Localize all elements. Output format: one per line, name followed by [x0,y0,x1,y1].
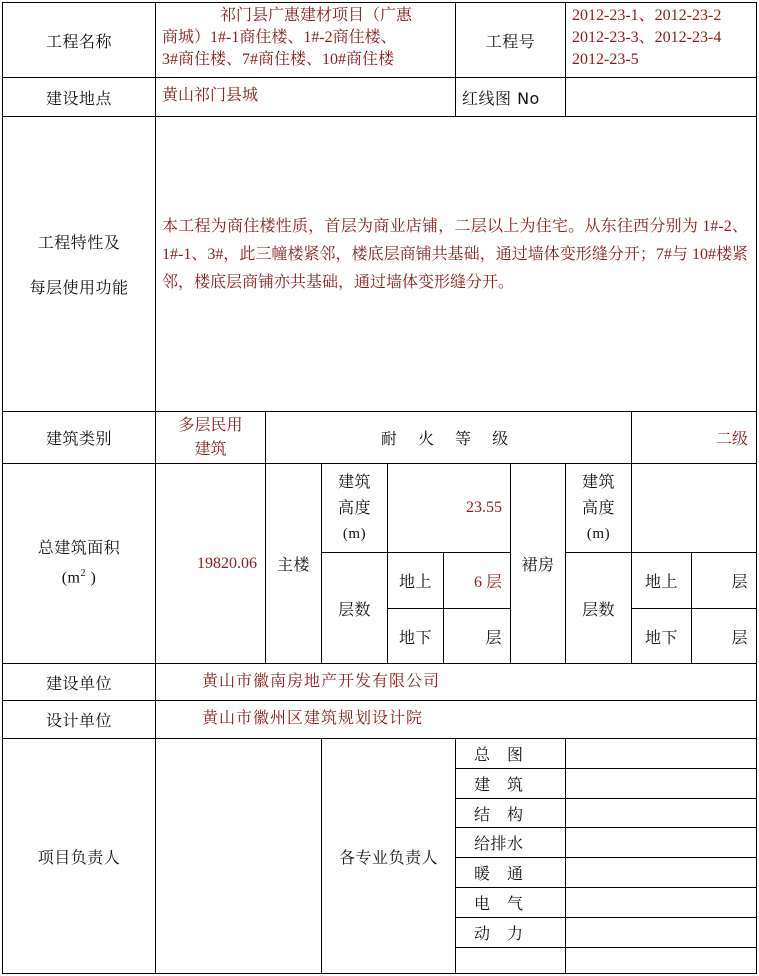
main-below-label: 地下 [387,608,444,664]
total-area-unit [62,561,97,591]
characteristics-text: 本工程为商住楼性质，首层为商业店铺，二层以上为住宅。从东往西分别为 1#-2、1#-1、3#，此三幢楼紧邻，楼底层商铺共基础，通过墙体变形缝分开；7#与 10#楼紧邻，楼底层商铺亦共基础，通过墙体变形缝分开。 [155,116,757,412]
project-name-line-3: 3#商住楼、7#商住楼、10#商住楼 [162,51,395,68]
building-class-line-1: 多层民用 [178,416,243,434]
discipline-architecture-value [565,768,757,799]
discipline-general: 总 图 [455,738,566,769]
main-below-value: 层 [443,608,511,664]
main-height-line-1: 建筑 [337,472,371,491]
annex-floors-label: 层数 [565,552,632,664]
total-area-value: 19820.06 [155,463,266,664]
discipline-extra-row [455,947,566,974]
project-name-line-1: 祁门县广惠建材项目（广惠 [220,7,413,24]
designer-value: 黄山市徽州区建筑规划设计院 [155,700,757,739]
annex-below-label: 地下 [631,608,692,664]
redline-label: 红线图 No [455,77,566,117]
fire-rating-value: 二级 [631,411,757,464]
project-no-line-3: 2012-23-5 [572,51,639,68]
discipline-leads-label: 各专业负责人 [321,738,456,974]
total-area-unit-prefix: (m [61,569,81,587]
discipline-electrical: 电 气 [455,887,566,918]
redline-value [565,77,757,117]
characteristics-label-line-2: 每层使用功能 [29,278,129,297]
main-height-label [321,463,388,553]
building-class-value [155,411,266,464]
discipline-structure-value [565,798,757,828]
main-above-value: 6 层 [443,552,511,609]
characteristics-label-line-1: 工程特性及 [37,233,121,252]
developer-value: 黄山市徽南房地产开发有限公司 [155,663,757,701]
discipline-general-value [565,738,757,769]
discipline-structure: 结 构 [455,798,566,828]
annex-above-value: 层 [691,552,757,609]
annex-height-value [631,463,757,553]
annex-height-line-2: 高度 [581,498,615,517]
discipline-hvac: 暖 通 [455,857,566,888]
project-lead-value [155,738,322,974]
project-lead-label: 项目负责人 [2,738,156,974]
location-value: 黄山祁门县城 [155,77,456,117]
main-height-value: 23.55 [387,463,511,553]
total-area-label-line-1: 总建筑面积 [37,538,121,558]
building-class-line-2: 建筑 [194,440,227,458]
main-floors-label: 层数 [321,552,388,664]
total-area-label [2,463,156,664]
main-building-label: 主楼 [265,463,322,664]
discipline-power-value [565,917,757,948]
location-label: 建设地点 [2,77,156,117]
main-height-line-3: (m) [342,526,367,542]
annex-label: 裙房 [510,463,566,664]
project-no-line-1: 2012-23-1、2012-23-2 [572,7,722,24]
building-class-label: 建筑类别 [2,411,156,464]
project-no-value [565,2,757,78]
total-area-unit-suffix: ) [85,569,97,587]
developer-label: 建设单位 [2,663,156,701]
annex-height-label [565,463,632,553]
project-name-value [155,2,456,78]
designer-label: 设计单位 [2,700,156,739]
project-no-label: 工程号 [455,2,566,78]
project-name-label: 工程名称 [2,2,156,78]
main-above-label: 地上 [387,552,444,609]
annex-height-line-1: 建筑 [581,472,615,491]
project-info-form [2,2,757,974]
discipline-electrical-value [565,887,757,918]
annex-height-line-3: (m) [586,526,611,542]
discipline-extra-row-value [565,947,757,974]
fire-rating-label: 耐 火 等 级 [265,411,632,464]
total-area-unit-sup: 2 [80,568,86,580]
discipline-hvac-value [565,857,757,888]
discipline-plumbing: 给排水 [455,827,566,858]
annex-below-value: 层 [691,608,757,664]
discipline-power: 动 力 [455,917,566,948]
discipline-architecture: 建 筑 [455,768,566,799]
project-no-line-2: 2012-23-3、2012-23-4 [572,29,722,46]
project-name-line-2: 商城）1#-1商住楼、1#-2商住楼、 [162,29,397,46]
annex-above-label: 地上 [631,552,692,609]
discipline-plumbing-value [565,827,757,858]
main-height-line-2: 高度 [337,498,371,517]
characteristics-label [2,116,156,412]
